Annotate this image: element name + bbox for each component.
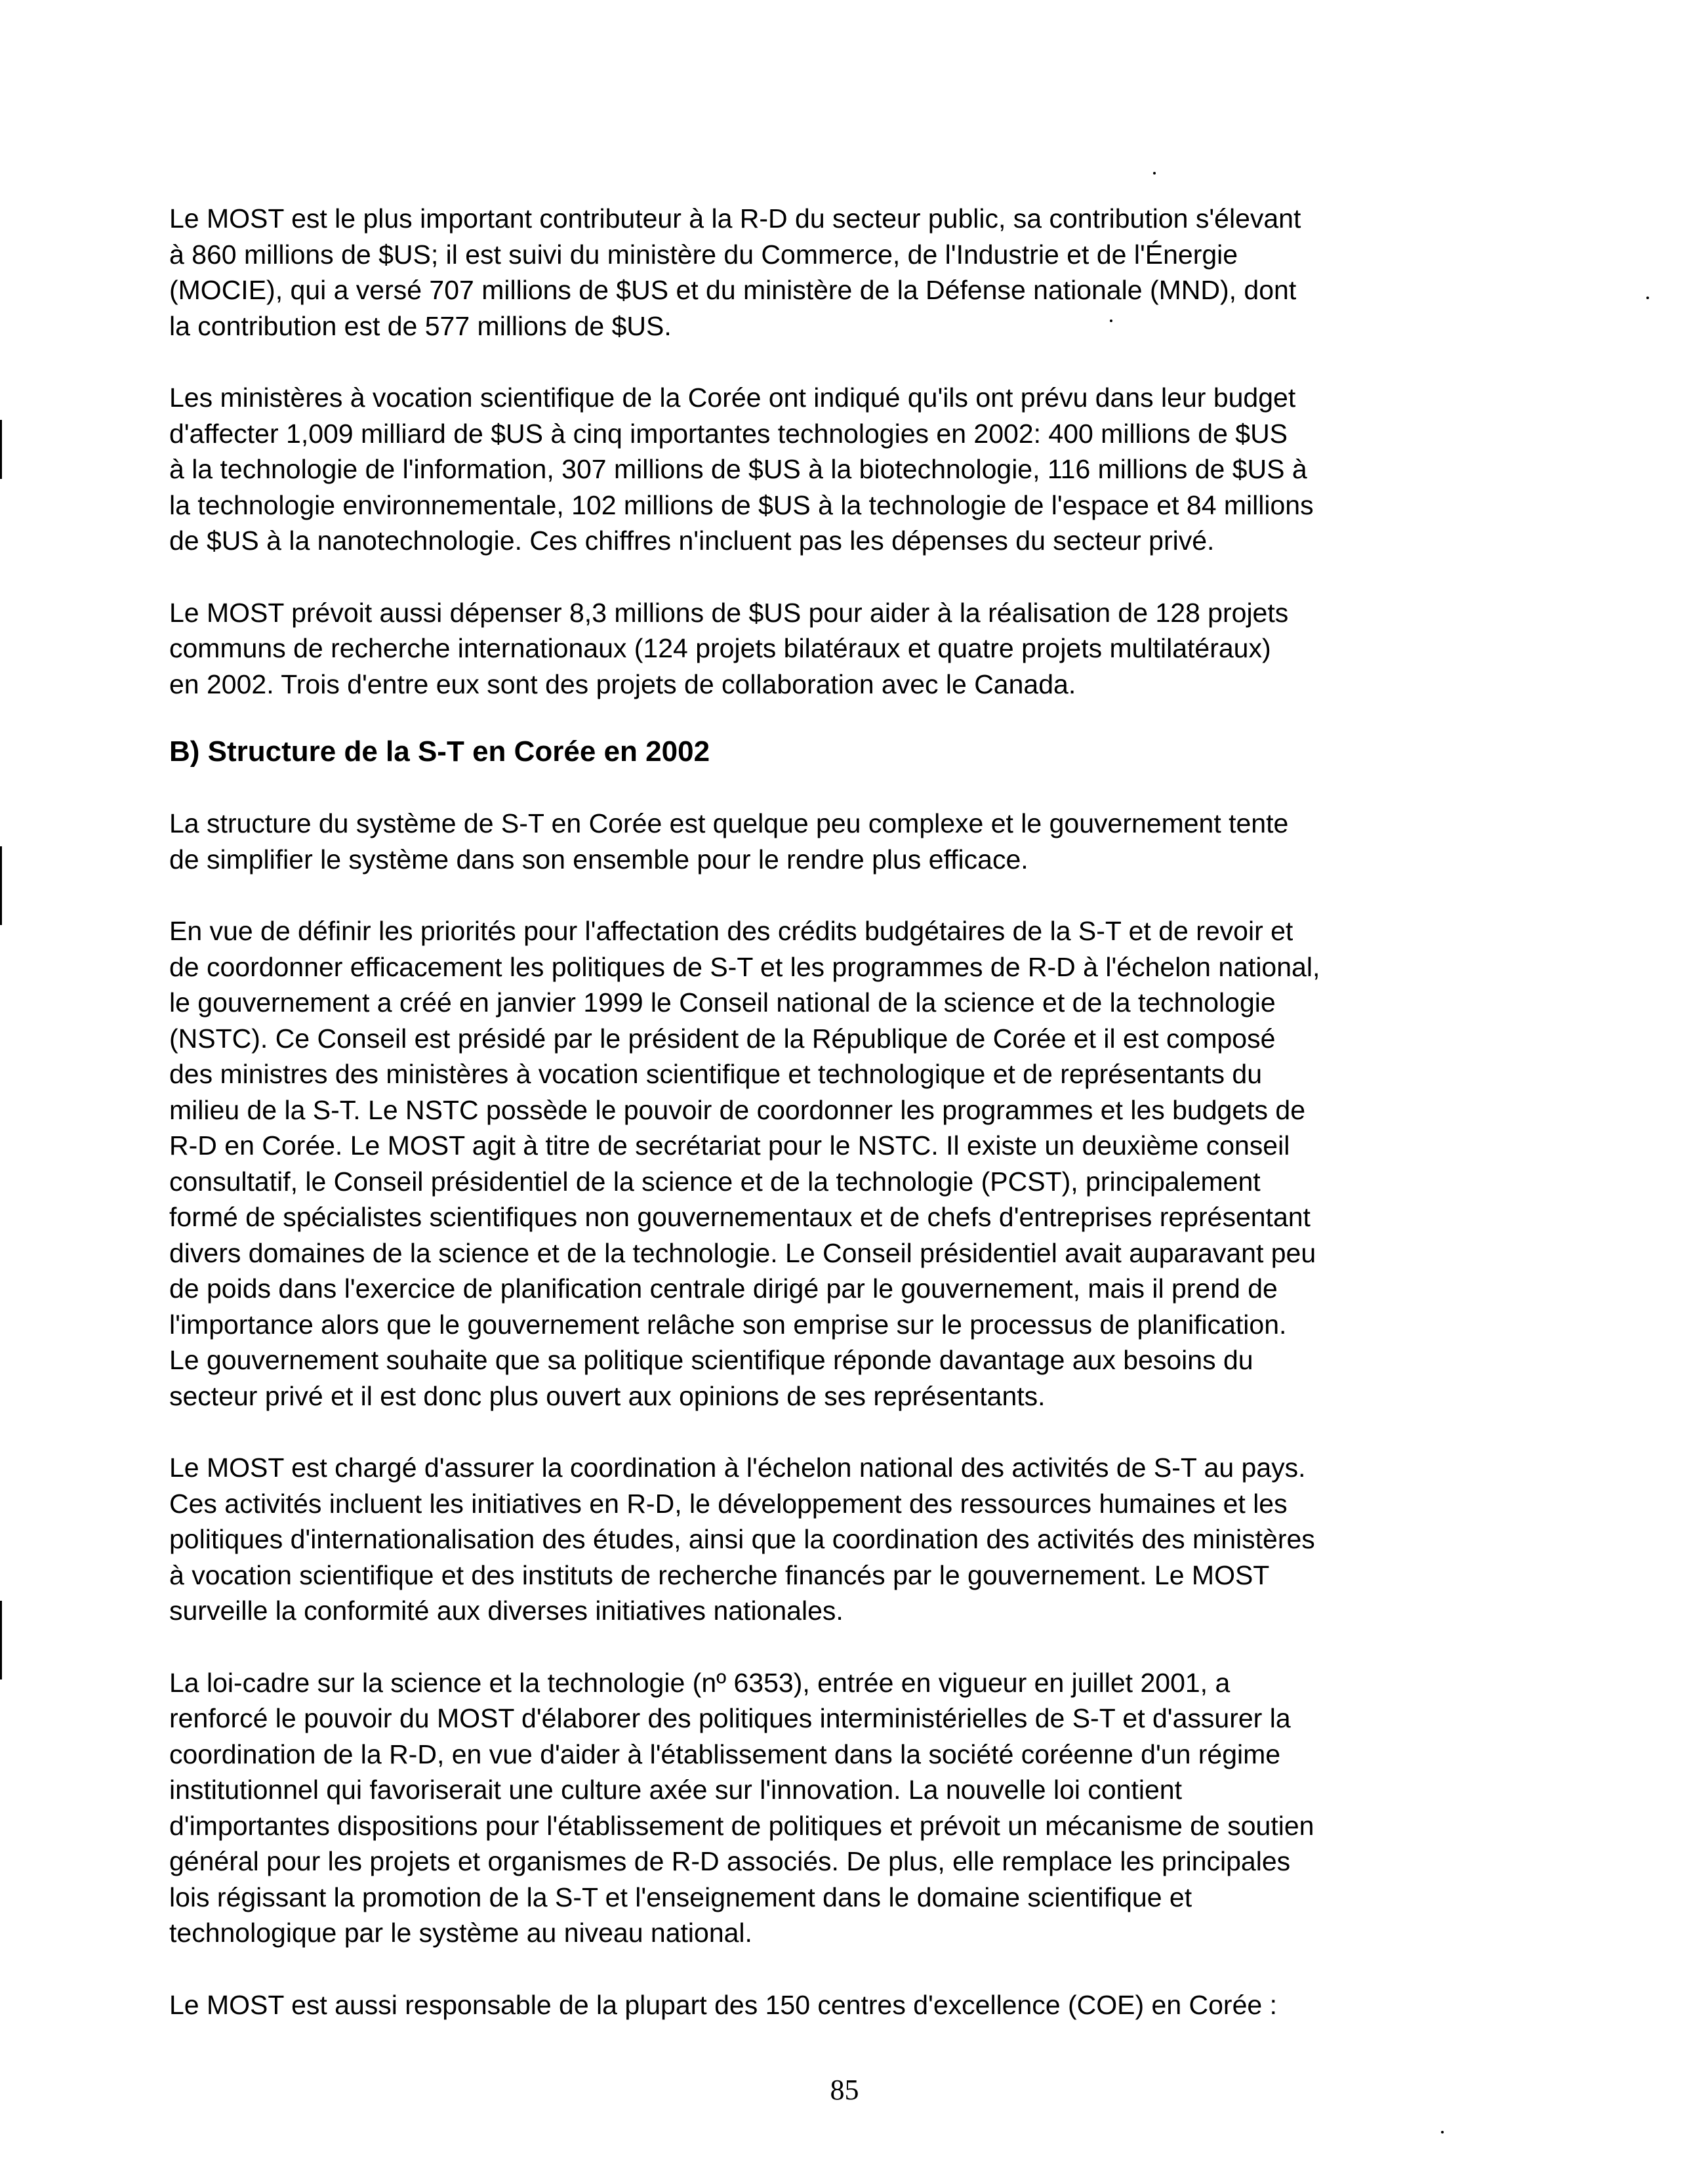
body-paragraph: En vue de définir les priorités pour l'affectation des crédits budgétaires de la S-T et de revoir et de coordonner efficacement les politiques de S-T et les programmes de R-D à l'échelon national, le gouvernement a créé en janvier 1999 le Conseil national de la science et de la technologie (NSTC). Ce Conseil est présidé par le président de la République de Corée et il est composé des ministres des ministères à vocation scientifique et technologique et de représentants du milieu de la S-T. Le NSTC possède le pouvoir de coordonner les programmes et les budgets de R-D en Corée. Le MOST agit à titre de secrétariat pour le NSTC. Il existe un deuxième conseil consultatif, le Conseil présidentiel de la science et de la technologie (PCST), principalement formé de spécialistes scientifiques non gouvernementaux et de chefs d'entreprises représentant divers domaines de la science et de la technologie. Le Conseil présidentiel avait auparavant peu de poids dans l'exercice de planification centrale dirigé par le gouvernement, mais il prend de l'importance alors que le gouvernement relâche son emprise sur le processus de planification. Le gouvernement souhaite que sa politique scientifique réponde davantage aux besoins du secteur privé et il est donc plus ouvert aux opinions de ses représentants.: [169, 916, 1320, 1411]
scan-edge-mark: [0, 846, 2, 925]
scan-speck: [1646, 297, 1649, 299]
scan-edge-mark: [0, 1601, 2, 1679]
body-paragraph: La loi-cadre sur la science et la technologie (nº 6353), entrée en vigueur en juillet 2001, a renforcé le pouvoir du MOST d'élaborer des politiques interministérielles de S-T et d'assurer la coordination de la R-D, en vue d'aider à l'établissement dans la société coréenne d'un régime institutionnel qui favoriserait une culture axée sur l'innovation. La nouvelle loi contient d'importantes dispositions pour l'établissement de politiques et prévoit un mécanisme de soutien général pour les projets et organismes de R-D associés. De plus, elle remplace les principales lois régissant la promotion de la S-T et l'enseignement dans le domaine scientifique et technologique par le système au niveau national.: [169, 1667, 1314, 1948]
body-paragraph: Les ministères à vocation scientifique de la Corée ont indiqué qu'ils ont prévu dans leur budget d'affecter 1,009 milliard de $US à cinq importantes technologies en 2002: 400 millions de $US à la technologie de l'information, 307 millions de $US à la biotechnologie, 116 millions de $US à la technologie environnementale, 102 millions de $US à la technologie de l'espace et 84 millions de $US à la nanotechnologie. Ces chiffres n'incluent pas les dépenses du secteur privé.: [169, 382, 1314, 556]
scan-speck: [1153, 172, 1156, 175]
body-paragraph: Le MOST prévoit aussi dépenser 8,3 millions de $US pour aider à la réalisation de 128 projets communs de recherche internationaux (124 projets bilatéraux et quatre projets multilatéraux) en 2002. Trois d'entre eux sont des projets de collaboration avec le Canada.: [169, 597, 1289, 699]
page-number: 85: [830, 2074, 859, 2106]
document-body: [169, 201, 1481, 2023]
section-heading: B) Structure de la S-T en Corée en 2002: [169, 735, 710, 768]
body-paragraph: Le MOST est aussi responsable de la plupart des 150 centres d'excellence (COE) en Corée :: [169, 1989, 1277, 2020]
scan-speck: [1441, 2131, 1444, 2133]
body-paragraph: Le MOST est chargé d'assurer la coordination à l'échelon national des activités de S-T au pays. Ces activités incluent les initiatives en R-D, le développement des ressources humaines et les politiques d'internationalisation des études, ainsi que la coordination des activités des ministères à vocation scientifique et des instituts de recherche financés par le gouvernement. Le MOST surveille la conformité aux diverses initiatives nationales.: [169, 1453, 1315, 1626]
body-paragraph: Le MOST est le plus important contributeur à la R-D du secteur public, sa contribution s'élevant à 860 millions de $US; il est suivi du ministère du Commerce, de l'Industrie et de l'Énergie (MOCIE), qui a versé 707 millions de $US et du ministère de la Défense nationale (MND), dont la contribution est de 577 millions de $US.: [169, 203, 1301, 341]
scan-edge-mark: [0, 420, 2, 479]
body-paragraph: La structure du système de S-T en Corée est quelque peu complexe et le gouvernement tente de simplifier le système dans son ensemble pour le rendre plus efficace.: [169, 808, 1289, 875]
